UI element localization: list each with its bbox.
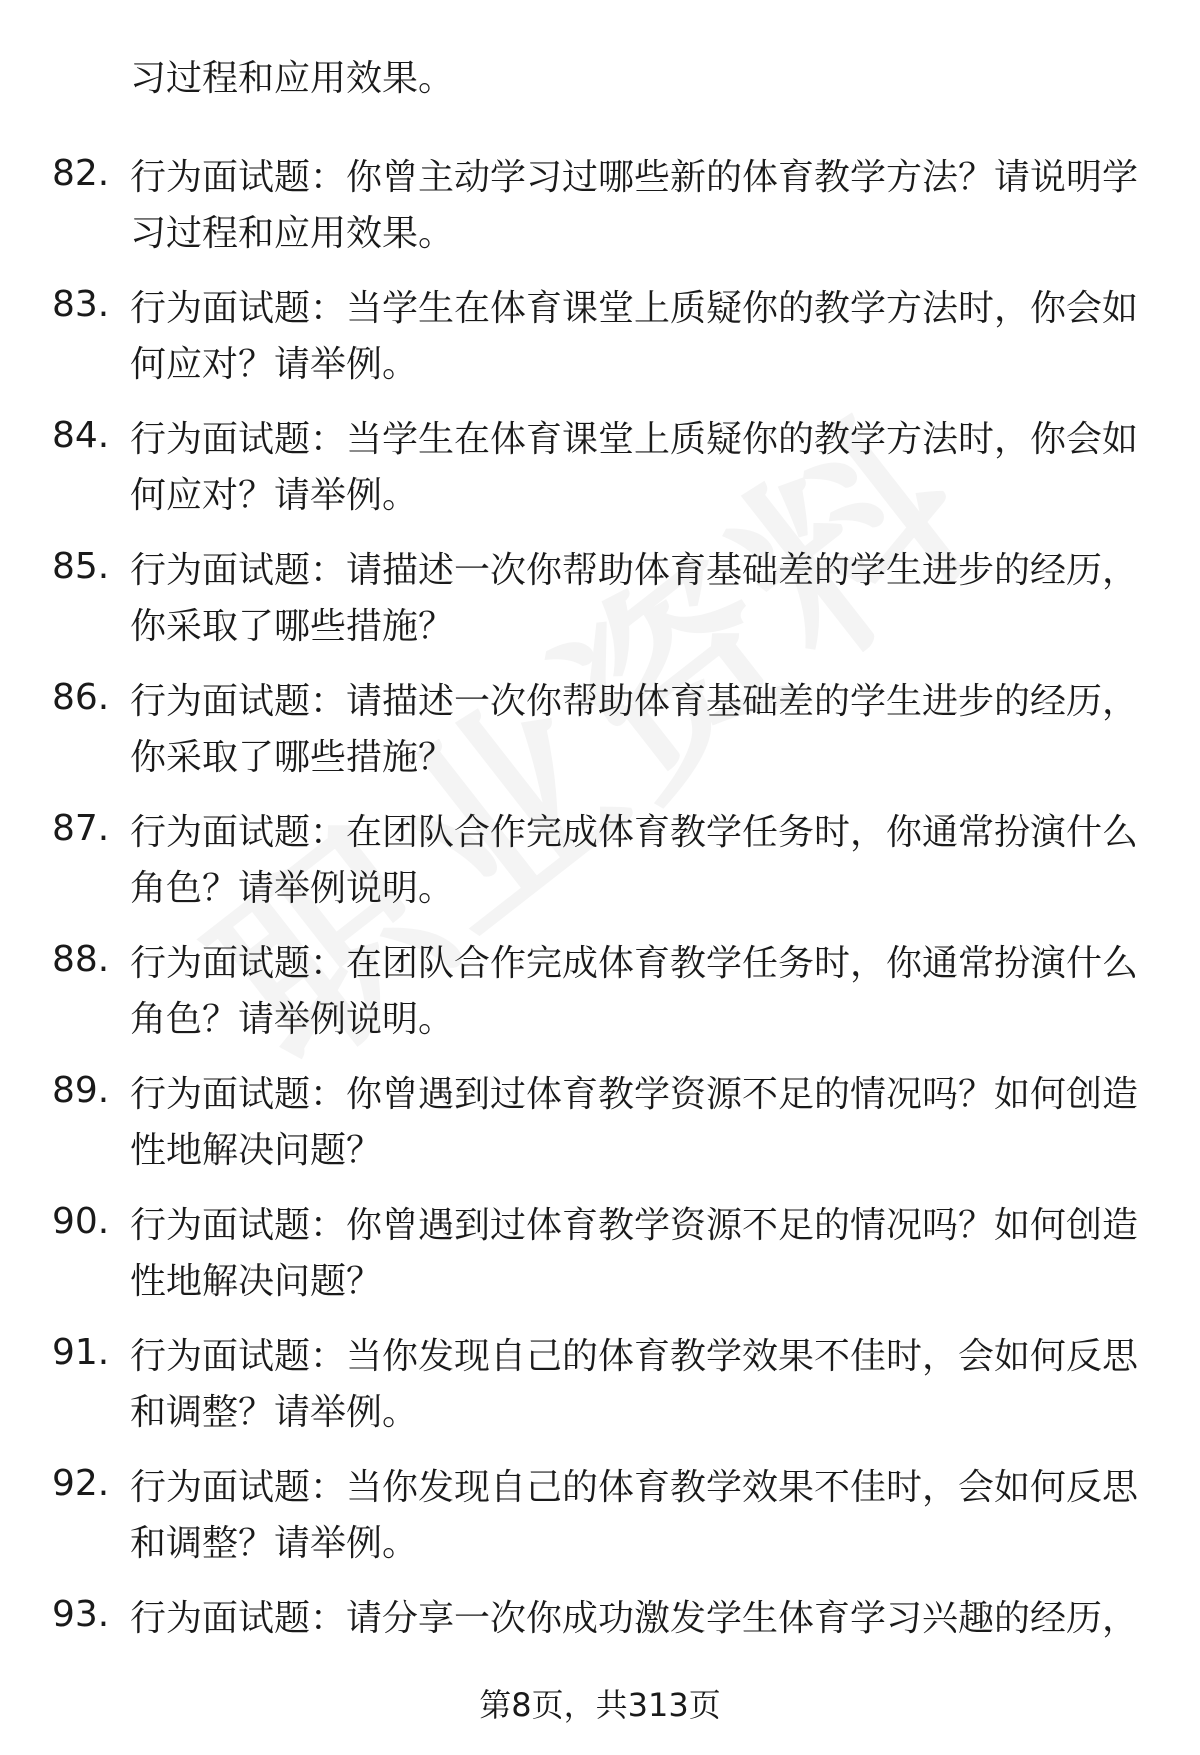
question-number: 84.	[52, 415, 110, 456]
continued-text: 习过程和应用效果。	[130, 58, 455, 99]
question-number: 90.	[52, 1201, 110, 1242]
question-text: 行为面试题：你曾遇到过体育教学资源不足的情况吗？如何创造性地解决问题？	[130, 1074, 1139, 1171]
question-item	[0, 1317, 1200, 1448]
question-text: 行为面试题：你曾遇到过体育教学资源不足的情况吗？如何创造性地解决问题？	[130, 1205, 1139, 1302]
question-text: 行为面试题：请描述一次你帮助体育基础差的学生进步的经历，你采取了哪些措施？	[130, 550, 1139, 647]
question-number: 88.	[52, 939, 110, 980]
question-item	[0, 138, 1200, 269]
question-text: 行为面试题：当你发现自己的体育教学效果不佳时，会如何反思和调整？请举例。	[130, 1336, 1139, 1433]
question-item	[0, 1055, 1200, 1186]
question-text: 行为面试题：当学生在体育课堂上质疑你的教学方法时，你会如何应对？请举例。	[130, 419, 1139, 516]
question-number: 85.	[52, 546, 110, 587]
question-number: 82.	[52, 153, 110, 194]
question-number: 93.	[52, 1594, 110, 1635]
question-text: 行为面试题：请分享一次你成功激发学生体育学习兴趣的经历，	[130, 1598, 1139, 1639]
question-item	[0, 793, 1200, 924]
question-text: 行为面试题：当学生在体育课堂上质疑你的教学方法时，你会如何应对？请举例。	[130, 288, 1139, 385]
question-item	[0, 662, 1200, 793]
question-text: 行为面试题：你曾主动学习过哪些新的体育教学方法？请说明学习过程和应用效果。	[130, 157, 1139, 254]
page-footer: 第8页，共313页	[479, 1686, 721, 1724]
question-item	[0, 924, 1200, 1055]
question-text: 行为面试题：当你发现自己的体育教学效果不佳时，会如何反思和调整？请举例。	[130, 1467, 1139, 1564]
question-number: 86.	[52, 677, 110, 718]
question-item	[0, 1186, 1200, 1317]
question-number: 91.	[52, 1332, 110, 1373]
question-number: 89.	[52, 1070, 110, 1111]
question-item	[0, 1448, 1200, 1579]
question-item	[0, 531, 1200, 662]
question-list	[0, 138, 1200, 1710]
question-number: 87.	[52, 808, 110, 849]
question-item	[0, 269, 1200, 400]
question-text: 行为面试题：请描述一次你帮助体育基础差的学生进步的经历，你采取了哪些措施？	[130, 681, 1139, 778]
question-number: 83.	[52, 284, 110, 325]
question-number: 92.	[52, 1463, 110, 1504]
question-text: 行为面试题：在团队合作完成体育教学任务时，你通常扮演什么角色？请举例说明。	[130, 812, 1139, 909]
question-text: 行为面试题：在团队合作完成体育教学任务时，你通常扮演什么角色？请举例说明。	[130, 943, 1139, 1040]
question-item	[0, 400, 1200, 531]
